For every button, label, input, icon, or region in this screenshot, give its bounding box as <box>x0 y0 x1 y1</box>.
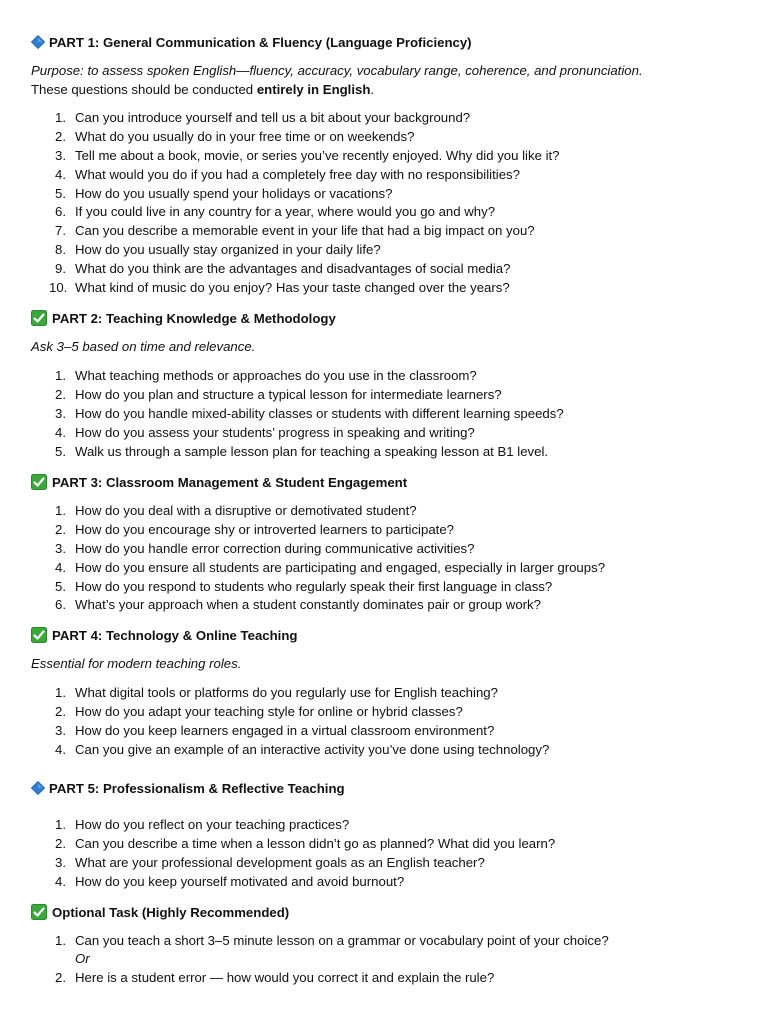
part3-heading <box>31 473 407 491</box>
question-text: How do you respond to students who regularly speak their first language in class? <box>75 578 553 594</box>
list-number: 1. <box>55 368 66 383</box>
question-text: How do you keep learners engaged in a virtual classroom environment? <box>75 722 495 738</box>
part1-note-text: These questions should be conducted <box>31 82 257 97</box>
question-text: Here is a student error — how would you correct it and explain the rule? <box>75 970 495 985</box>
part1-title: PART 1: General Communication & Fluency (Language Proficiency) <box>49 34 472 50</box>
list-number: 1. <box>55 817 66 832</box>
part5-title: PART 5: Professionalism & Reflective Teaching <box>49 780 345 796</box>
list-number: 3. <box>55 722 66 738</box>
list-number: 2. <box>55 835 66 851</box>
list-number: 1. <box>55 503 66 518</box>
part5-heading <box>31 779 345 797</box>
part2-heading <box>31 309 336 327</box>
question-text: Can you introduce yourself and tell us a bit about your background? <box>75 110 471 125</box>
check-mark-icon <box>31 904 47 920</box>
optional-or: Or <box>75 951 90 966</box>
list-number: 2. <box>55 386 66 402</box>
list-number: 4. <box>55 166 66 182</box>
part4-title: PART 4: Technology & Online Teaching <box>52 627 298 643</box>
optional-heading <box>31 903 289 921</box>
question-text: How do you plan and structure a typical lesson for intermediate learners? <box>75 386 502 402</box>
blue-diamond-icon <box>31 780 45 796</box>
question-text: How do you ensure all students are participating and engaged, especially in larger groups? <box>75 559 606 575</box>
list-number: 3. <box>55 147 66 163</box>
question-text: How do you assess your students’ progress in speaking and writing? <box>75 424 475 440</box>
part1-note-bold: entirely in English <box>256 82 371 97</box>
document-page: PART 1: General Communication & Fluency (Language Proficiency) Purpose: to assess spoken English—fluency, accuracy, vocabulary range, coherence, and pronunciation. These questions should be conducted entirely in English. 1. Can you introduce yourself and tell us a bit about your background? 2. What do you usually do in your free time or on weekends? 3. Tell me about a book, movie, or series you’ve recently enjoyed. Why did you like it? 4. What would you do if you had a completely free day with no responsibilities? 5. How do you usually spend your holidays or vacations? 6. If you could live in any country for a year, where would you go and why? 7. Can you describe a memorable event in your life that had a big impact on you? 8. How do you usually stay organized in your daily life? 9. What do you think are the advantages and disadvantages of social media? 10. What kind of music do you enjoy? Has your taste changed over the years? PART 2: Teaching Knowledge & Methodology Ask 3–5 based on time and relevance. 1. What teaching methods or approaches do you use in the classroom? 2. How do you plan and structure a typical lesson for intermediate learners? 3. How do you handle mixed-ability classes or students with different learning speeds? 4. How do you assess your students’ progress in speaking and writing? 5. Walk us through a sample lesson plan for teaching a speaking lesson at B1 level. PART 3: Classroom Management & Student Engagement 1. How do you deal with a disruptive or demotivated student? 2. How do you encourage shy or introverted learners to participate? 3. How do you handle error correction during communicative activities? 4. How do you ensure all students are participating and engaged, especially in larger groups? 5. How do you respond to students who regularly speak their first language in class? 6. What’s your approach when a student constantly dominates pair or group work? PART 4: Technology & Online Teaching Essential for modern teaching roles. 1. What digital tools or platforms do you regularly use for English teaching? 2. How do you adapt your teaching style for online or hybrid classes? 3. How do you keep learners engaged in a virtual classroom environment? 4. Can you give an example of an interactive activity you’ve done using technology? PART 5: Professionalism & Reflective Teaching 1. How do you reflect on your teaching practices? 2. Can you describe a time when a lesson didn’t go as planned? What did you learn? 3. What are your professional development goals as an English teacher? 4. How do you keep yourself motivated and avoid burnout? Optional Task (Highly Recommended) 1. Can you teach a short 3–5 minute lesson on a grammar or vocabulary point of your choice? Or 2. Here is a student error — how would you correct it and explain the rule? <box>0 0 768 1024</box>
part1-heading <box>31 33 472 51</box>
part4-heading <box>31 626 297 644</box>
question-text: How do you reflect on your teaching practices? <box>75 817 350 832</box>
question-text: How do you deal with a disruptive or demotivated student? <box>75 503 417 518</box>
check-mark-icon <box>31 474 47 490</box>
optional-title: Optional Task (Highly Recommended) <box>52 904 290 920</box>
question-text: What do you think are the advantages and disadvantages of social media? <box>75 261 511 277</box>
list-number: 3. <box>55 854 66 870</box>
list-number: 2. <box>55 703 66 719</box>
part2-title: PART 2: Teaching Knowledge & Methodology <box>52 310 336 326</box>
list-number: 3. <box>55 405 66 421</box>
list-number: 5. <box>55 578 66 594</box>
question-text: What teaching methods or approaches do you use in the classroom? <box>75 368 477 383</box>
list-number: 5. <box>55 443 66 459</box>
list-number: 4. <box>55 741 66 757</box>
question-text: What kind of music do you enjoy? Has your taste changed over the years? <box>75 280 510 296</box>
part1-note <box>31 81 374 99</box>
list-number: 2. <box>55 128 66 144</box>
question-text: How do you adapt your teaching style for online or hybrid classes? <box>75 703 463 719</box>
blue-diamond-icon <box>31 34 45 50</box>
list-number: 10. <box>49 280 68 296</box>
list-number: 6. <box>55 597 66 613</box>
question-text: Can you describe a time when a lesson didn’t go as planned? What did you learn? <box>75 835 556 851</box>
question-text: How do you keep yourself motivated and avoid burnout? <box>75 873 405 889</box>
part1-purpose: Purpose: to assess spoken English—fluency, accuracy, vocabulary range, coherence, and pronunciation. <box>31 63 643 78</box>
list-number: 3. <box>55 540 66 556</box>
question-text: How do you usually spend your holidays or vacations? <box>75 185 393 201</box>
question-text: How do you encourage shy or introverted learners to participate? <box>75 521 454 537</box>
question-text: If you could live in any country for a year, where would you go and why? <box>75 204 496 220</box>
question-text: Can you give an example of an interactive activity you’ve done using technology? <box>75 741 550 757</box>
question-text: Tell me about a book, movie, or series you’ve recently enjoyed. Why did you like it? <box>75 147 560 163</box>
question-text: What’s your approach when a student constantly dominates pair or group work? <box>75 597 541 613</box>
question-text: What do you usually do in your free time or on weekends? <box>75 128 415 144</box>
list-number: 7. <box>55 223 66 239</box>
question-text: How do you usually stay organized in your daily life? <box>75 242 381 258</box>
part1-note-end: . <box>370 82 375 97</box>
list-number: 1. <box>55 685 66 700</box>
list-number: 4. <box>55 873 66 889</box>
list-number: 9. <box>55 261 66 277</box>
list-number: 6. <box>55 204 66 220</box>
question-text: Can you describe a memorable event in your life that had a big impact on you? <box>75 223 535 239</box>
question-text: What would you do if you had a completely free day with no responsibilities? <box>75 166 520 182</box>
part2-note: Ask 3–5 based on time and relevance. <box>31 339 256 354</box>
list-number: 1. <box>55 110 66 125</box>
check-mark-icon <box>31 310 47 326</box>
question-text: How do you handle error correction during communicative activities? <box>75 540 475 556</box>
list-number: 4. <box>55 424 66 440</box>
list-number: 2. <box>55 521 66 537</box>
list-number: 4. <box>55 559 66 575</box>
question-text: What are your professional development goals as an English teacher? <box>75 854 485 870</box>
question-text: Walk us through a sample lesson plan for teaching a speaking lesson at B1 level. <box>75 443 549 459</box>
question-text: How do you handle mixed-ability classes or students with different learning speeds? <box>75 405 564 421</box>
part4-note: Essential for modern teaching roles. <box>31 656 242 671</box>
list-number: 8. <box>55 242 66 258</box>
check-mark-icon <box>31 627 47 643</box>
list-number: 5. <box>55 185 66 201</box>
part3-title: PART 3: Classroom Management & Student Engagement <box>52 474 408 490</box>
question-text: Can you teach a short 3–5 minute lesson on a grammar or vocabulary point of your choice? <box>75 933 609 948</box>
question-text: What digital tools or platforms do you regularly use for English teaching? <box>75 685 498 700</box>
